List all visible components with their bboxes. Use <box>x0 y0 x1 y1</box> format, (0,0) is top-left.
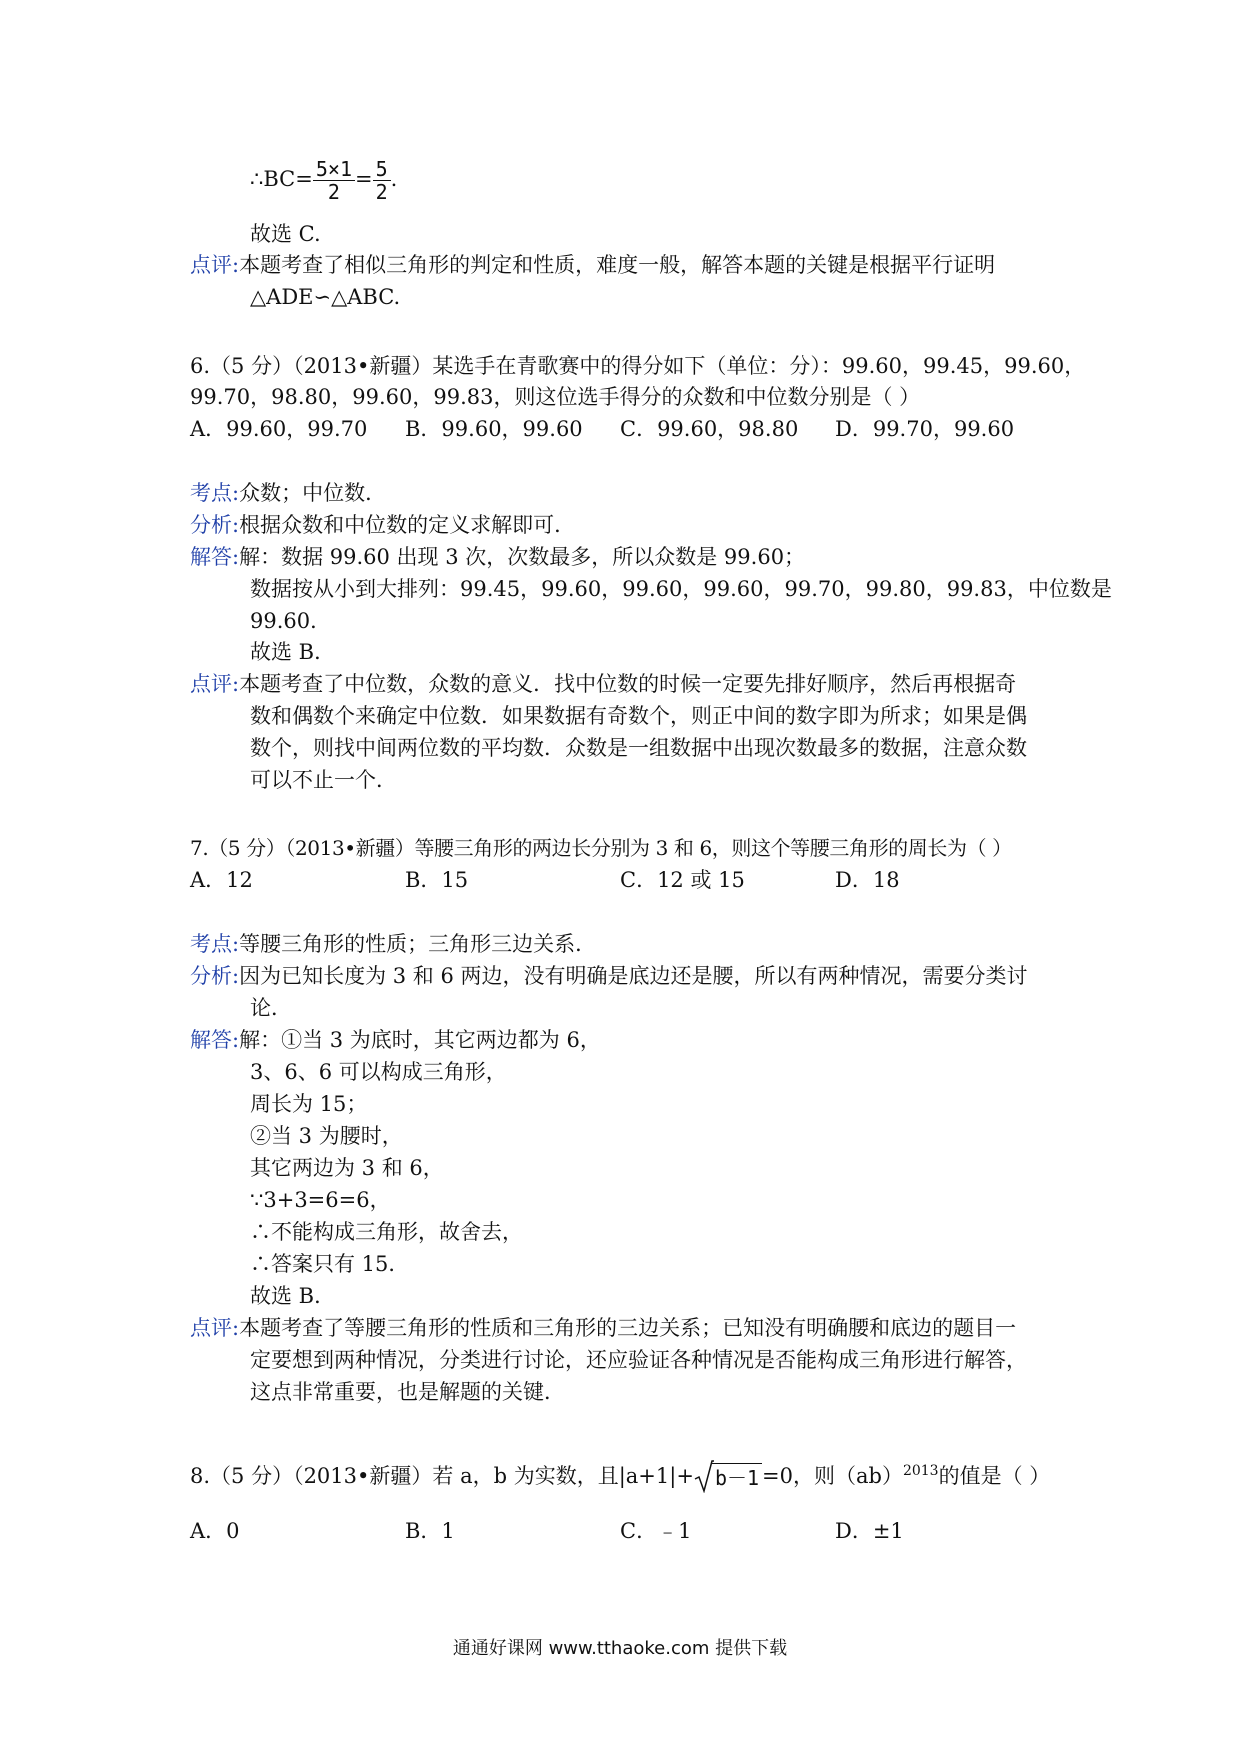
sqrt-expression: b－1 <box>694 1463 762 1492</box>
q7-review: 点评:本题考查了等腰三角形的性质和三角形的三边关系；已知没有明确腰和底边的题目一 <box>190 1316 1017 1340</box>
prev-review-line2: △ADE∽△ABC. <box>250 285 401 309</box>
q6-stem-line1: 6.（5 分）（2013•新疆）某选手在青歌赛中的得分如下（单位：分）：99.60，99.45，99.60， <box>190 354 1086 378</box>
q7-answer: 解答:解：①当 3 为底时，其它两边都为 6， <box>190 1028 601 1052</box>
formula-prefix: ∴BC= <box>250 167 313 191</box>
q7-answer-line: 其它两边为 3 和 6， <box>250 1156 444 1180</box>
q7-option-a: A．12 <box>190 868 253 892</box>
q7-point: 考点:等腰三角形的性质；三角形三边关系． <box>190 932 597 956</box>
q7-stem: 7.（5 分）（2013•新疆）等腰三角形的两边长分别为 3 和 6，则这个等腰三角形的周长为（ ） <box>190 836 1012 860</box>
bc-formula: ∴BC= $\frac{5\times 1}{2}$ = $\frac{5}{2}$ . <box>250 157 398 204</box>
q6-answer: 解答:解：数据 99.60 出现 3 次，次数最多，所以众数是 99.60； <box>190 545 806 569</box>
q6-analysis: 分析:根据众数和中位数的定义求解即可． <box>190 513 576 537</box>
q6-option-a: A．99.60，99.70 <box>190 417 368 441</box>
q6-option-c: C．99.60，98.80 <box>620 417 799 441</box>
prev-choose: 故选 C. <box>250 222 321 246</box>
radical-sign-icon <box>694 1459 714 1493</box>
q7-answer-line: 故选 B． <box>250 1284 336 1308</box>
q6-review-line: 数个，则找中间两位数的平均数．众数是一组数据中出现次数最多的数据，注意众数 <box>250 736 1027 760</box>
q7-option-c: C．12 或 15 <box>620 868 745 892</box>
q7-analysis-line: 论． <box>250 996 292 1020</box>
page-footer: 通通好课网 www.tthaoke.com 提供下载 <box>452 1638 788 1659</box>
q6-option-b: B．99.60，99.60 <box>405 417 583 441</box>
q7-answer-line: 周长为 15； <box>250 1092 368 1116</box>
q6-answer-line: 99.60． <box>250 609 332 633</box>
q7-review-line: 这点非常重要，也是解题的关键． <box>250 1380 565 1404</box>
q8-option-a: A．0 <box>190 1519 240 1543</box>
q6-review: 点评:本题考查了中位数，众数的意义．找中位数的时候一定要先排好顺序，然后再根据奇 <box>190 672 1017 696</box>
q7-answer-line: ∴答案只有 15． <box>250 1252 410 1276</box>
q8-option-b: B．1 <box>405 1519 455 1543</box>
q7-answer-line: 3、6、6 可以构成三角形， <box>250 1060 507 1084</box>
q6-answer-line: 故选 B． <box>250 640 336 664</box>
q8-option-d: D．±1 <box>835 1519 904 1543</box>
q7-answer-line: ∴不能构成三角形，故舍去， <box>250 1220 523 1244</box>
fraction-1: $\frac{5\times 1}{2}$ <box>313 158 355 203</box>
q7-answer-line: ②当 3 为腰时， <box>250 1124 403 1148</box>
q7-option-b: B．15 <box>405 868 469 892</box>
review-label: 点评: <box>190 253 240 277</box>
q6-stem-line2: 99.70，98.80，99.60，99.83，则这位选手得分的众数和中位数分别是（ ） <box>190 385 921 409</box>
q6-point: 考点:众数；中位数． <box>190 481 387 505</box>
q6-review-line: 可以不止一个． <box>250 768 397 792</box>
q7-review-line: 定要想到两种情况，分类进行讨论，还应验证各种情况是否能构成三角形进行解答， <box>250 1348 1027 1372</box>
q7-answer-line: ∵3+3=6=6， <box>250 1188 391 1212</box>
q6-option-d: D．99.70，99.60 <box>835 417 1015 441</box>
q8-option-c: C．﹣1 <box>620 1519 692 1543</box>
q7-analysis: 分析:因为已知长度为 3 和 6 两边，没有明确是底边还是腰，所以有两种情况，需要分类讨 <box>190 964 1028 988</box>
prev-review: 点评:本题考查了相似三角形的判定和性质，难度一般，解答本题的关键是根据平行证明 <box>190 253 996 277</box>
q6-review-line: 数和偶数个来确定中位数．如果数据有奇数个，则正中间的数字即为所求；如果是偶 <box>250 704 1027 728</box>
fraction-2: $\frac{5}{2}$ <box>373 158 391 203</box>
q8-stem: 8.（5 分）（2013•新疆）若 a，b 为实数，且|a+1|+ b－1 =0，则（ab）$^{2013}$的值是（ ） <box>190 1462 1050 1492</box>
q7-option-d: D．18 <box>835 868 900 892</box>
q6-answer-line: 数据按从小到大排列：99.45，99.60，99.60，99.60，99.70，99.80，99.83，中位数是 <box>250 577 1112 601</box>
